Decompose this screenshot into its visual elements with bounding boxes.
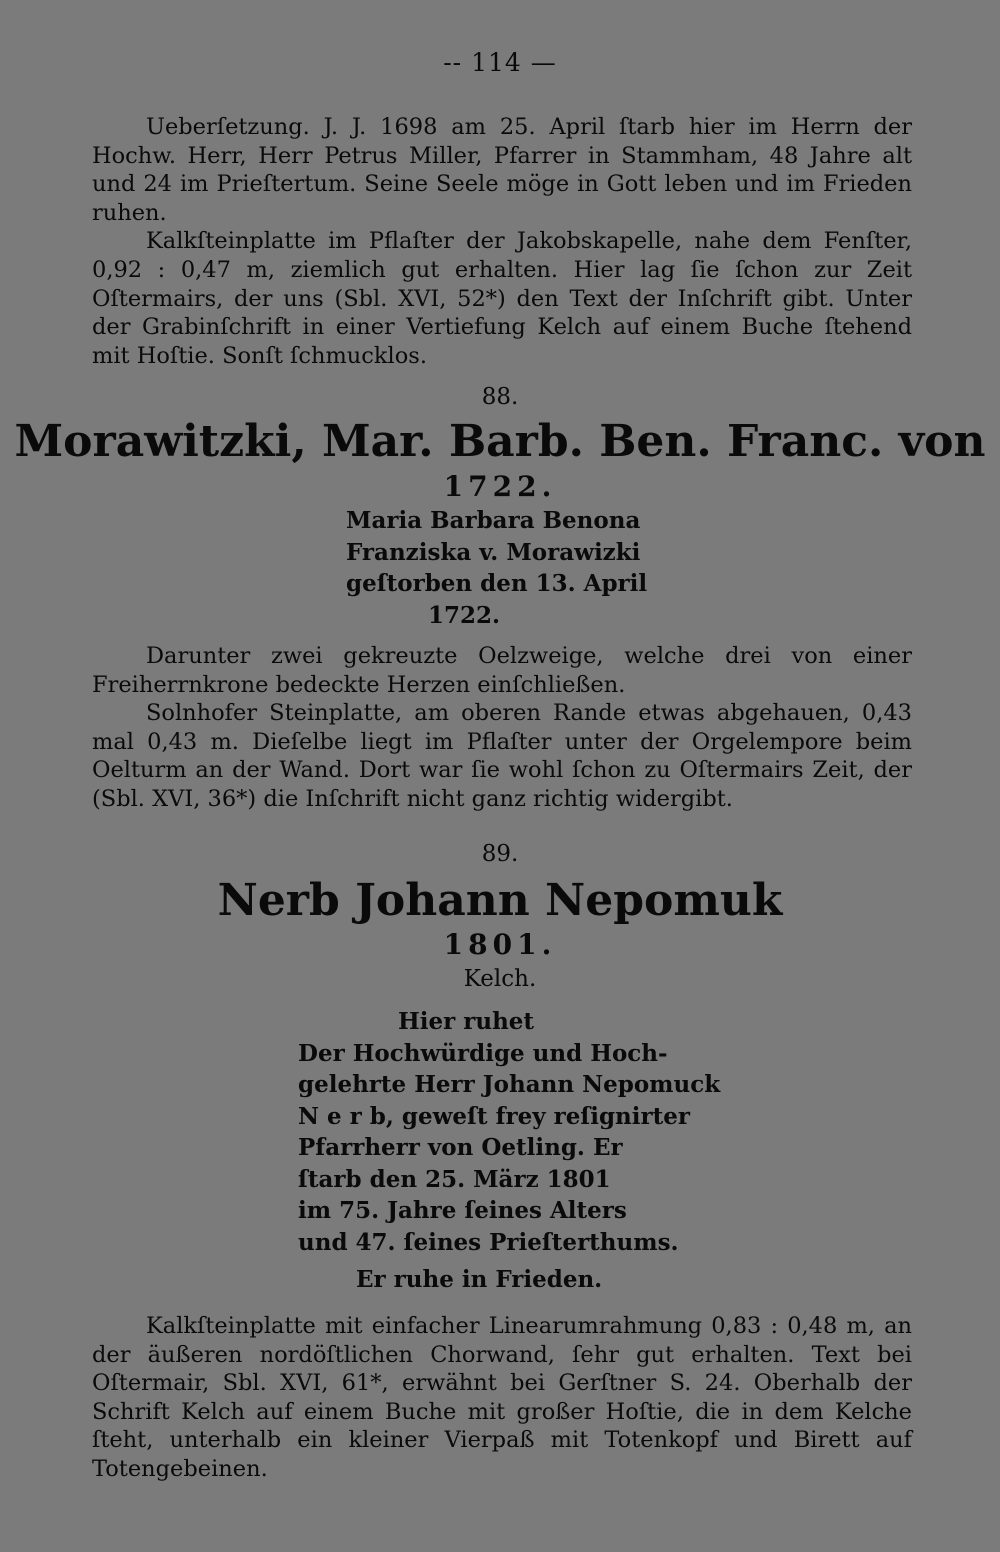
location-paragraph: Solnhofer Steinplatte, am oberen Rande etwas abgehauen, 0,43 mal 0,43 m. Dieſelbe liegt im Pflaſter unter der Orgelempore beim Oelturm an der Wand. Dort war ſie wohl ſchon zu Oſtermairs Zeit, der (Sbl. XVI, 36*) die Inſchrift nicht ganz richtig widergibt. [92,700,912,812]
inscription-line: gelehrte Herr Johann Nepomuck [298,1071,721,1098]
kelch-label: Kelch. [463,966,537,992]
inscription-line: Maria Barbara Benona [346,507,641,534]
entry-number-88: 88. [481,384,519,410]
inscription-89 [298,1006,721,1258]
ornament-paragraph: Darunter zwei gekreuzte Oelzweige, welche drei von einer Freiherrnkrone bedeckte Herzen einſchließen. [92,643,912,698]
inscription-line: im 75. Jahre ſeines Alters [298,1197,627,1224]
inscription-line: geſtorben den 13. April [346,570,648,597]
entry-title-89: Nerb Johann Nepomuk [217,875,783,926]
inscription-line: Hier ruhet [398,1008,535,1035]
closing-line-89 [356,1264,676,1296]
inscription-line: ſtarb den 25. März 1801 [298,1165,611,1193]
inscription-line: Pfarrherr von Oetling. Er [298,1134,623,1161]
entry-year-88: 1722. [443,470,557,503]
inscription-88 [346,505,666,631]
page-number: -- 114 — [443,48,557,77]
translation-paragraph: Ueberſetzung. J. J. 1698 am 25. April ſtarb hier im Herrn der Hochw. Herr, Herr Petrus Miller, Pfarrer in Stammham, 48 Jahre alt und 24 im Prieſtertum. Seine Seele möge in Gott leben und im Frieden ruhen. [92,114,912,226]
entry-year-89: 1801. [443,928,557,961]
translation-and-description [92,113,912,370]
inscription-line: Der Hochwürdige und Hoch- [298,1039,668,1067]
closing-line: Er ruhe in Frieden. [356,1266,603,1293]
inscription-line: 1722. [428,601,501,629]
entry-89-description [92,1312,912,1484]
inscription-line: und 47. ſeines Prieſterthums. [298,1228,679,1256]
entry-number-89: 89. [481,841,519,867]
entry-title-88: Morawitzki, Mar. Barb. Ben. Franc. von [14,416,986,467]
stone-description-paragraph: Kalkſteinplatte im Pflaſter der Jakobskapelle, nahe dem Fenſter, 0,92 : 0,47 m, ziemlich gut erhalten. Hier lag ſie ſchon zur Zeit Oſtermairs, der uns (Sbl. XVI, 52*) den Text der Inſchrift gibt. Unter der Grabinſchrift in einer Vertiefung Kelch auf einem Buche ſtehend mit Hoſtie. Sonſt ſchmucklos. [92,228,912,369]
stone-paragraph: Kalkſteinplatte mit einfacher Linearumrahmung 0,83 : 0,48 m, an der äußeren nordöſtlichen Chorwand, ſehr gut erhalten. Text bei Oſtermair, Sbl. XVI, 61*, erwähnt bei Gerſtner S. 24. Oberhalb der Schrift Kelch auf einem Buche mit großer Hoſtie, die in dem Kelche ſteht, unterhalb ein kleiner Vierpaß mit Totenkopf und Birett auf Totengebeinen. [92,1313,912,1482]
inscription-line: Franziska v. Morawizki [346,538,641,566]
inscription-line: N e r b, geweſt frey reſignirter [298,1102,690,1130]
entry-88-description [92,642,912,814]
